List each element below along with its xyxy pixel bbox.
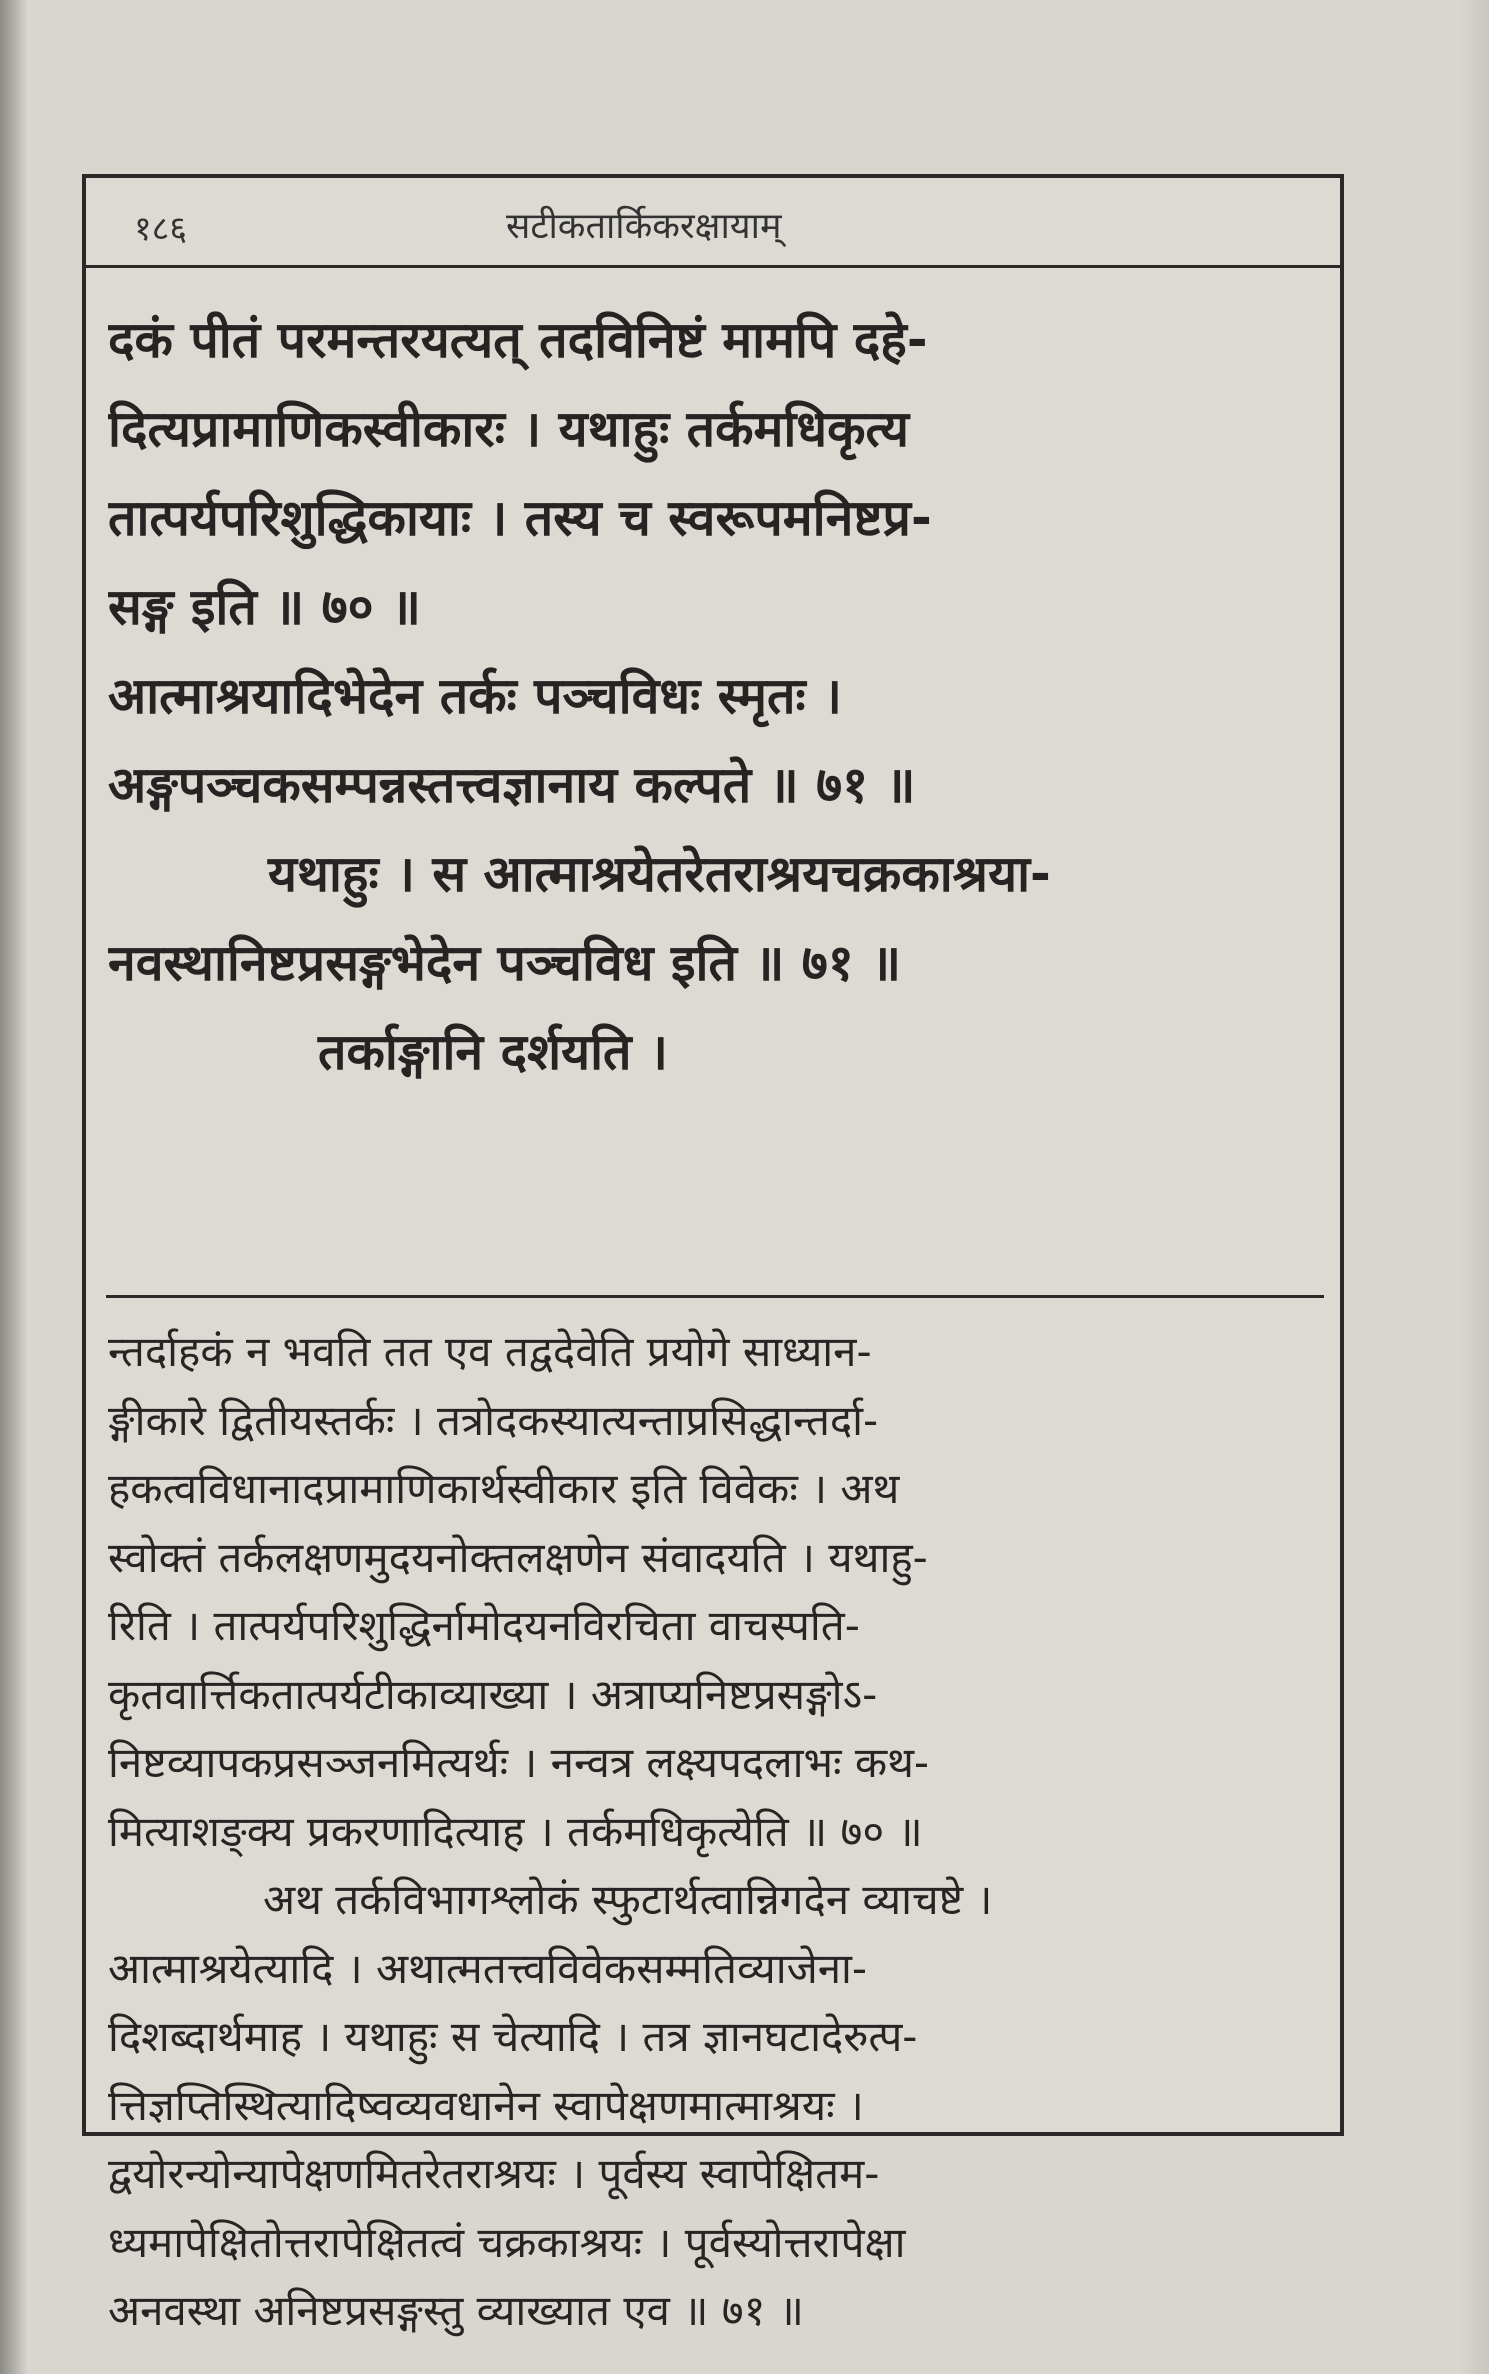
verse-line: तात्पर्यपरिशुद्धिकायाः । तस्य च स्वरूपमनिष्टप्र- — [108, 489, 932, 547]
book-spine-shadow — [0, 0, 28, 2374]
commentary-text-block — [108, 1318, 1323, 2346]
commentary-line: स्वोक्तं तर्कलक्षणमुदयनोक्तलक्षणेन संवादयति । यथाहु- — [108, 1532, 928, 1582]
page-number: १८६ — [134, 209, 188, 249]
verse-line: यथाहुः । स आत्माश्रयेतरेतराश्रयचक्रकाश्रया- — [268, 845, 1051, 903]
commentary-line: मित्याशङ्क्य प्रकरणादित्याह । तर्कमधिकृत्येति ॥ ७० ॥ — [108, 1806, 923, 1856]
verse-line: आत्माश्रयादिभेदेन तर्कः पञ्चविधः स्मृतः । — [108, 667, 842, 725]
commentary-line: हकत्वविधानादप्रामाणिकार्थस्वीकार इति विवेकः । अथ — [108, 1464, 900, 1513]
verse-line: सङ्ग इति ॥ ७० ॥ — [108, 578, 421, 636]
commentary-line: दिशब्दार्थमाह । यथाहुः स चेत्यादि । तत्र ज्ञानघटादेरुत्प- — [108, 2012, 918, 2061]
commentary-line: द्वयोरन्योन्यापेक्षणमितरेतराश्रयः । पूर्वस्य स्वापेक्षितम- — [108, 2149, 880, 2198]
commentary-line: अथ तर्कविभागश्लोकं स्फुटार्थत्वान्निगदेन व्याचष्टे । — [263, 1875, 993, 1924]
commentary-line: अनवस्था अनिष्टप्रसङ्गस्तु व्याख्यात एव ॥ ७१ ॥ — [108, 2286, 804, 2335]
page-frame — [82, 174, 1344, 2335]
commentary-line: त्तिज्ञप्तिस्थित्यादिष्वव्यवधानेन स्वापेक्षणमात्माश्रयः । — [108, 2080, 864, 2130]
commentary-line: आत्माश्रयेत्यादि । अथात्मतत्त्वविवेकसम्मतिव्याजेना- — [108, 1943, 868, 1993]
page-edge — [1459, 0, 1489, 2374]
verse-line: नवस्थानिष्टप्रसङ्गभेदेन पञ्चविध इति ॥ ७१ ॥ — [108, 934, 902, 992]
verse-line: दकं पीतं परमन्तरयत्यत् तदविनिष्टं मामपि दहे- — [108, 311, 928, 369]
commentary-line: ध्यमापेक्षितोत्तरापेक्षितत्वं चक्रकाश्रयः । पूर्वस्योत्तरापेक्षा — [108, 2217, 906, 2267]
section-divider — [106, 1295, 1324, 1298]
verse-line: दित्यप्रामाणिकस्वीकारः । यथाहुः तर्कमधिकृत्य — [108, 400, 909, 458]
verse-text-block — [108, 296, 1318, 1097]
running-title: सटीकतार्किकरक्षायाम् — [506, 206, 782, 247]
commentary-line: निष्टव्यापकप्रसञ्जनमित्यर्थः । नन्वत्र लक्ष्यपदलाभः कथ- — [108, 1738, 930, 1787]
commentary-line: रिति । तात्पर्यपरिशुद्धिर्नामोदयनविरचिता वाचस्पति- — [108, 1601, 860, 1650]
running-head — [86, 178, 1340, 268]
verse-line: तर्काङ्गानि दर्शयति । — [318, 1023, 668, 1081]
verse-line: अङ्गपञ्चकसम्पन्नस्तत्त्वज्ञानाय कल्पते ॥ ७१ ॥ — [108, 756, 916, 814]
commentary-line: ङ्गीकारे द्वितीयस्तर्कः । तत्रोदकस्यात्यन्ताप्रसिद्धान्तर्दा- — [108, 1395, 879, 1445]
commentary-line: कृतवार्त्तिकतात्पर्यटीकाव्याख्या । अत्राप्यनिष्टप्रसङ्गोऽ- — [108, 1669, 878, 1719]
commentary-line: न्तर्दाहकं न भवति तत एव तद्वदेवेति प्रयोगे साध्यान- — [108, 1327, 872, 1376]
